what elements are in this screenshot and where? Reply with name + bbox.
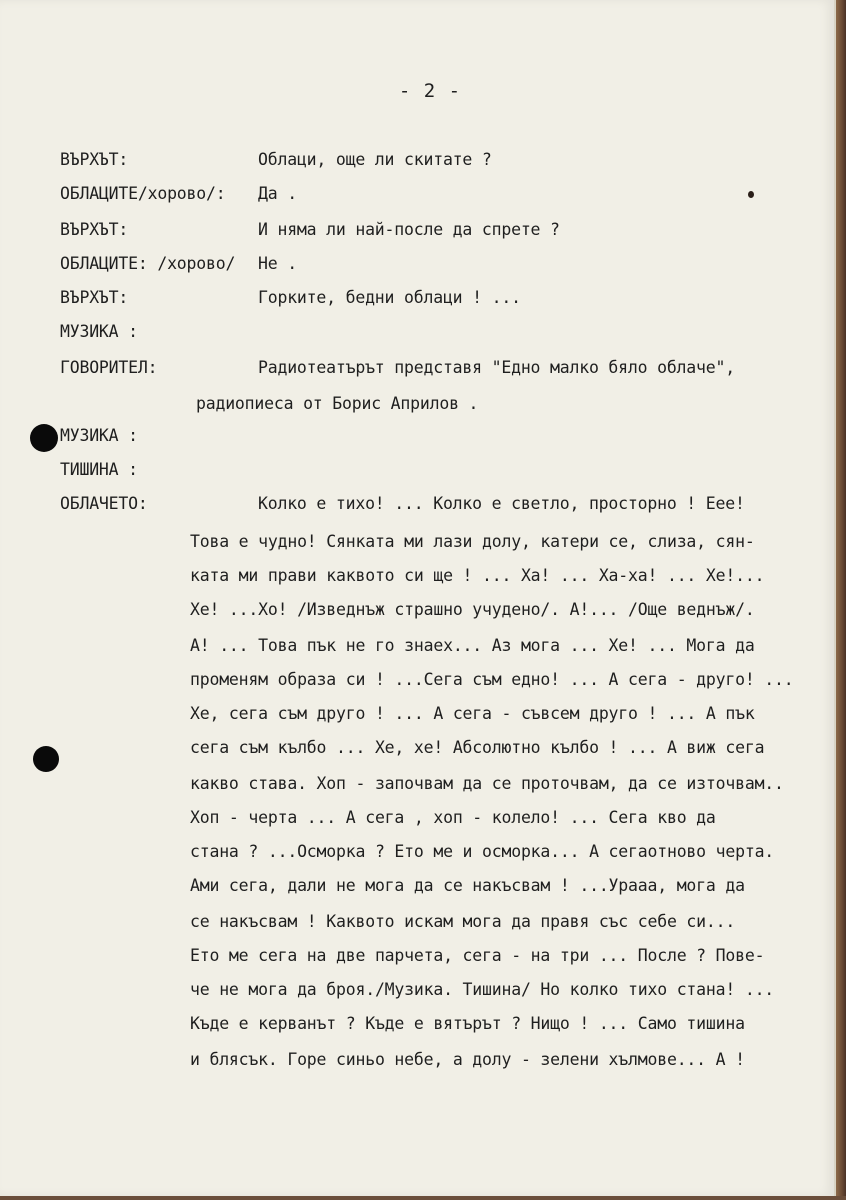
dialogue-row <box>0 254 834 284</box>
monologue-line: Ето ме сега на две парчета, сега - на три ... После ? Пове- <box>190 946 765 965</box>
dialogue-row <box>0 220 834 250</box>
dialogue-row <box>0 322 834 352</box>
dialogue-text: Не . <box>258 254 297 273</box>
speaker-label: МУЗИКА : <box>60 322 138 341</box>
speaker-label: ОБЛАЦИТЕ: /хорово/ <box>60 254 236 273</box>
dialogue-row <box>0 494 834 524</box>
ink-speck <box>748 191 754 198</box>
page-edge <box>836 0 846 1200</box>
monologue-line: Хе, сега съм друго ! ... А сега - съвсем друго ! ... А пък <box>190 704 755 723</box>
monologue-line: какво става. Хоп - започвам да се проточвам, да се източвам.. <box>190 774 784 793</box>
monologue-line: Ами сега, дали не мога да се накъсвам ! ...Урааа, мога да <box>190 876 745 895</box>
speaker-label: ГОВОРИТЕЛ: <box>60 358 158 377</box>
dialogue-row <box>0 460 834 490</box>
monologue-line: променям образа си ! ...Сега съм едно! ... А сега - друго! ... <box>190 670 794 689</box>
monologue-line: Хоп - черта ... А сега , хоп - колело! ... Сега кво да <box>190 808 716 827</box>
speaker-label: ВЪРХЪТ: <box>60 288 129 307</box>
speaker-label: ТИШИНА : <box>60 460 138 479</box>
monologue-line: че не мога да броя./Музика. Тишина/ Но колко тихо стана! ... <box>190 980 775 999</box>
monologue-line: Хе! ...Хо! /Изведнъж страшно учудено/. А!... /Още веднъж/. <box>190 600 755 619</box>
dialogue-row <box>0 150 834 180</box>
monologue-line: сега съм кълбо ... Хе, хе! Абсолютно кълбо ! ... А виж сега <box>190 738 765 757</box>
dialogue-text: Облаци, още ли скитате ? <box>258 150 492 169</box>
speaker-label: МУЗИКА : <box>60 426 138 445</box>
monologue-line: Това е чудно! Сянката ми лази долу, катери се, слиза, сян- <box>190 532 755 551</box>
punch-hole <box>33 746 59 772</box>
monologue-line: А! ... Това пък не го знаех... Аз мога ... Хе! ... Мога да <box>190 636 755 655</box>
monologue-line: стана ? ...Осморка ? Ето ме и осморка... А сегаотново черта. <box>190 842 775 861</box>
dialogue-text: И няма ли най-после да спрете ? <box>258 220 560 239</box>
dialogue-row <box>0 288 834 318</box>
dialogue-row <box>0 394 834 424</box>
monologue-line: и блясък. Горе синьо небе, а долу - зелени хълмове... А ! <box>190 1050 745 1069</box>
punch-hole <box>30 424 58 452</box>
dialogue-text: радиопиеса от Борис Априлов . <box>196 394 479 413</box>
dialogue-text: Горките, бедни облаци ! ... <box>258 288 521 307</box>
monologue-line: ката ми прави каквото си ще ! ... Ха! ... Ха-ха! ... Хе!... <box>190 566 765 585</box>
monologue-line: Къде е керванът ? Къде е вятърът ? Нищо ! ... Само тишина <box>190 1014 745 1033</box>
speaker-label: ВЪРХЪТ: <box>60 220 129 239</box>
dialogue-text: Да . <box>258 184 297 203</box>
speaker-label: ОБЛАЧЕТО: <box>60 494 148 513</box>
speaker-label: ВЪРХЪТ: <box>60 150 129 169</box>
dialogue-text: Колко е тихо! ... Колко е светло, просторно ! Еее! <box>258 494 745 513</box>
speaker-label: ОБЛАЦИТЕ/хорово/: <box>60 184 226 203</box>
dialogue-row <box>0 426 834 456</box>
dialogue-text: Радиотеатърът представя "Едно малко бяло облаче", <box>258 358 735 377</box>
dialogue-row <box>0 184 834 214</box>
page-edge <box>0 1196 846 1200</box>
dialogue-row <box>0 358 834 388</box>
page-number: - 2 - <box>398 80 462 102</box>
monologue-line: се накъсвам ! Каквото искам мога да правя със себе си... <box>190 912 736 931</box>
